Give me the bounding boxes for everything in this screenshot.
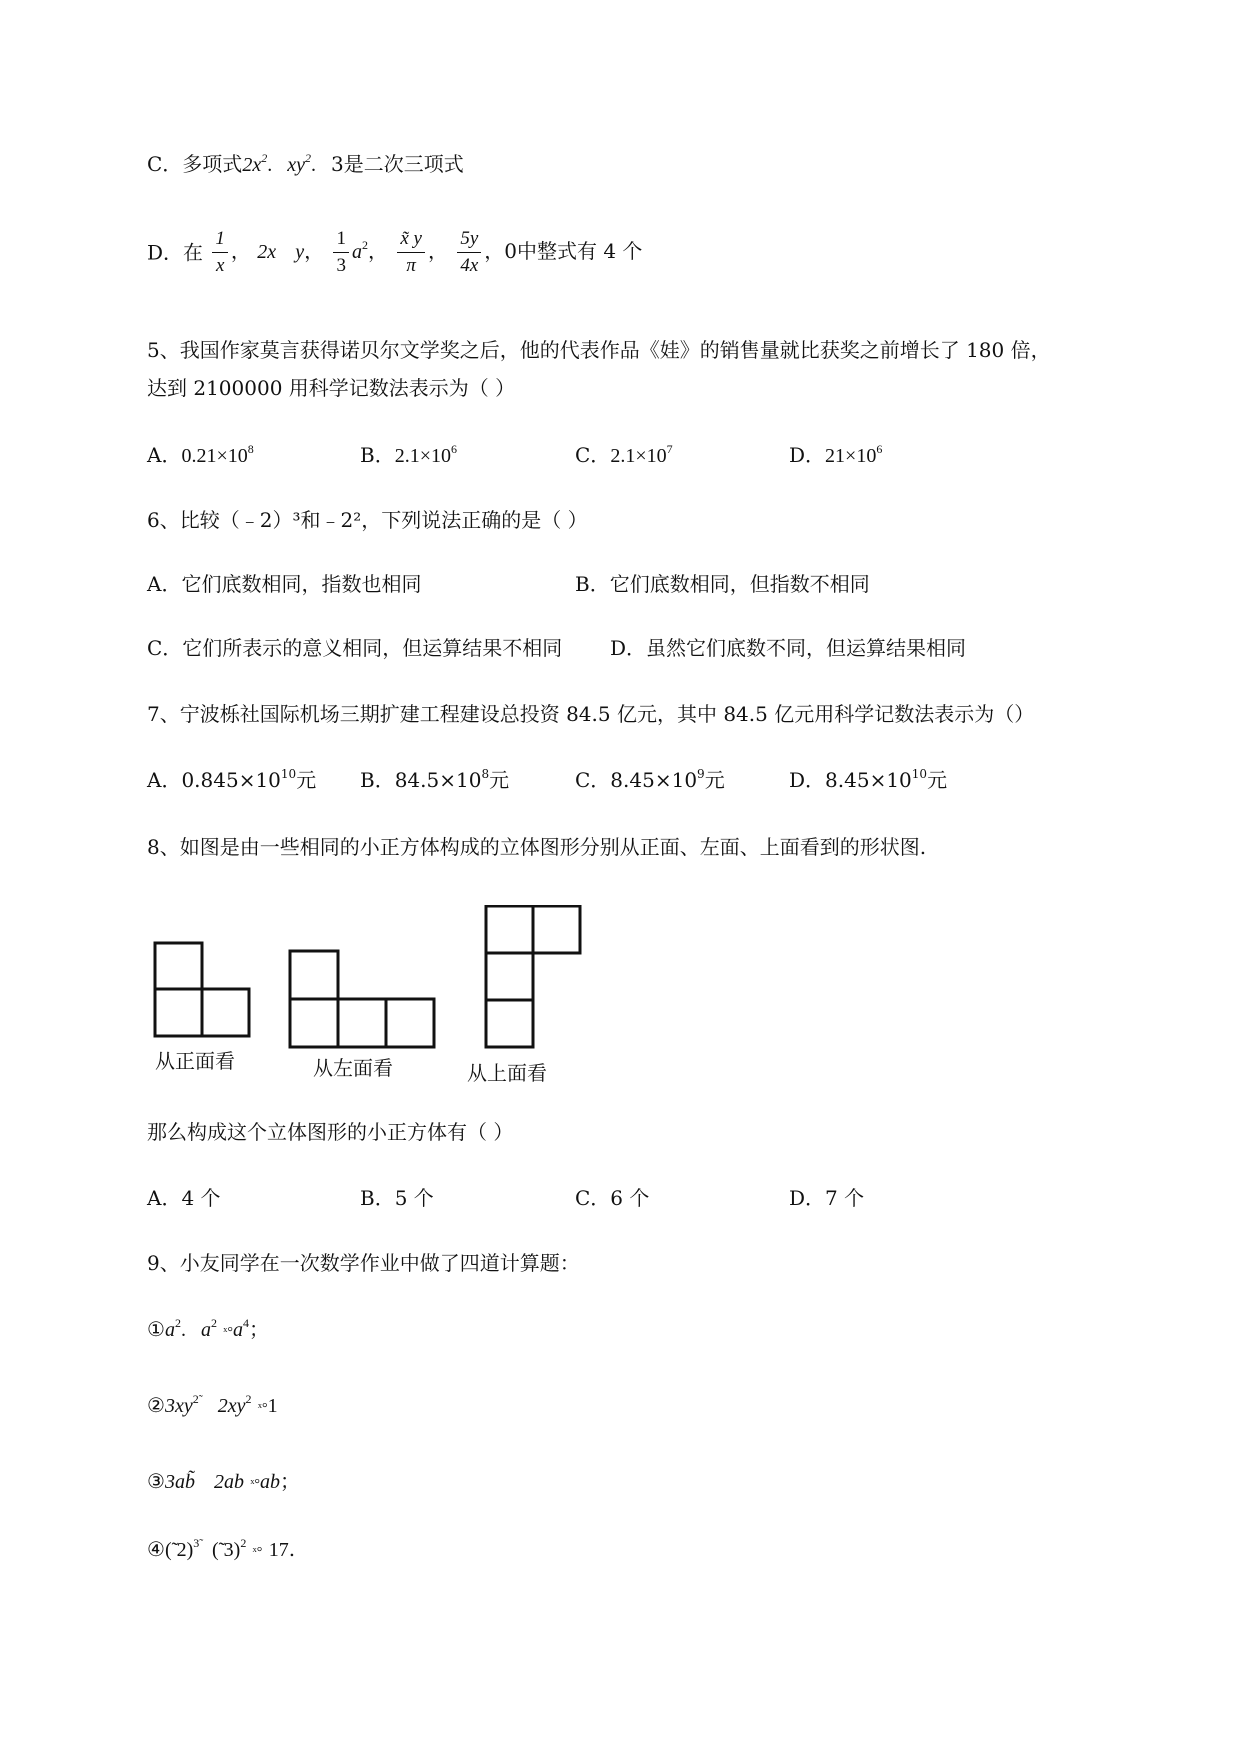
left-view-label: 从左面看 (313, 1056, 393, 1080)
top-view-square (486, 1000, 533, 1047)
q7-option-d: D．$8.45\times 10^{10}$元 (789, 767, 948, 792)
q5-stem-line1: 5、我国作家莫言获得诺贝尔文学奖之后，他的代表作品《娃》的销售量就比获奖之前增长了 180 倍， (147, 338, 1051, 362)
q8-question: 那么构成这个立体图形的小正方体有（ ） (147, 1120, 514, 1144)
q7-option-a: A．$0.845\times 10^{10}$元 (147, 767, 317, 792)
q7-option-b: B．$84.5\times 10^8$元 (360, 767, 510, 792)
front-view-square (202, 989, 249, 1036)
q5-option-d: D．$21\times 10^6$ (789, 442, 883, 467)
q6-option-b: B．它们底数相同，但指数不相同 (575, 572, 870, 596)
q9-item-4: ④(̃ 2)$^{3̃}$ (̃ 3)$^2$ ˣ° 17. (147, 1536, 296, 1561)
q8-option-a: A．4 个 (147, 1186, 221, 1210)
q5-option-a: A．$0.21\times 10^8$ (147, 442, 254, 467)
q9-item-3: ③3ab̃ 2ab ˣ°ab； (147, 1469, 301, 1493)
q9-stem: 9、小友同学在一次数学作业中做了四道计算题： (147, 1251, 580, 1275)
q5-option-c: C．$2.1\times 10^7$ (575, 442, 673, 467)
q8-option-b: B．5 个 (360, 1186, 434, 1210)
q6-option-c: C．它们所表示的意义相同，但运算结果不相同 (147, 636, 563, 660)
q8-option-d: D．7 个 (789, 1186, 865, 1210)
q4c-term1: $2x^2$ (242, 151, 268, 176)
q7-option-c: C．$8.45\times 10^9$元 (575, 767, 725, 792)
front-view-label: 从正面看 (155, 1049, 235, 1073)
fraction: $\frac{x̃ y}{\pi}$ (397, 226, 425, 279)
fraction: $\frac{5y}{4x}$ (457, 226, 481, 279)
fraction: $\frac{1}{x}$ (212, 226, 228, 279)
front-view-square (155, 989, 202, 1036)
q4-option-d: D．在 $\frac{1}{x}$ ， 2x y， $\frac{1}{3}$ $a^2$， $\frac{x̃ y}{\pi}$ ， $\frac{5y}{4x}$ ，0中整式有 4 个 (147, 226, 642, 279)
q9-item-2: $②3xy^{2̃}$ $2xy^2$ ˣ°1 (147, 1392, 278, 1417)
top-view-square (486, 906, 533, 953)
left-view-square (290, 951, 338, 999)
q4-option-c: C．多项式$2x^2$. $xy^2$. 3是二次三项式 (147, 151, 464, 176)
q5-stem-line2: 达到 2100000 用科学记数法表示为（ ） (147, 376, 516, 400)
top-view-square (533, 906, 580, 953)
q5-option-b: B．$2.1\times 10^6$ (360, 442, 457, 467)
q6-option-a: A．它们底数相同，指数也相同 (147, 572, 422, 596)
front-view-square (155, 943, 202, 989)
left-view-square (386, 999, 434, 1047)
three-view-figure (147, 905, 597, 1085)
q7-stem: 7、宁波栎社国际机场三期扩建工程建设总投资 84.5 亿元，其中 84.5 亿元用科学记数法表示为（） (147, 702, 1035, 726)
top-view-label: 从上面看 (467, 1061, 547, 1085)
q6-stem: 6、比较（﹣2）³和﹣2²，下列说法正确的是（ ） (147, 508, 588, 532)
fraction: $\frac{1}{3}$ (333, 226, 349, 279)
q8-option-c: C．6 个 (575, 1186, 650, 1210)
q4c-term2: $xy^2$ (287, 151, 311, 176)
q9-item-1: $①a^2$. $a^2$ $ˣ^\circ a^4$； (147, 1316, 269, 1341)
q6-option-d: D．虽然它们底数不同，但运算结果相同 (610, 636, 967, 660)
left-view-square (290, 999, 338, 1047)
q8-stem: 8、如图是由一些相同的小正方体构成的立体图形分别从正面、左面、上面看到的形状图. (147, 835, 927, 859)
left-view-square (338, 999, 386, 1047)
top-view-square (486, 953, 533, 1000)
